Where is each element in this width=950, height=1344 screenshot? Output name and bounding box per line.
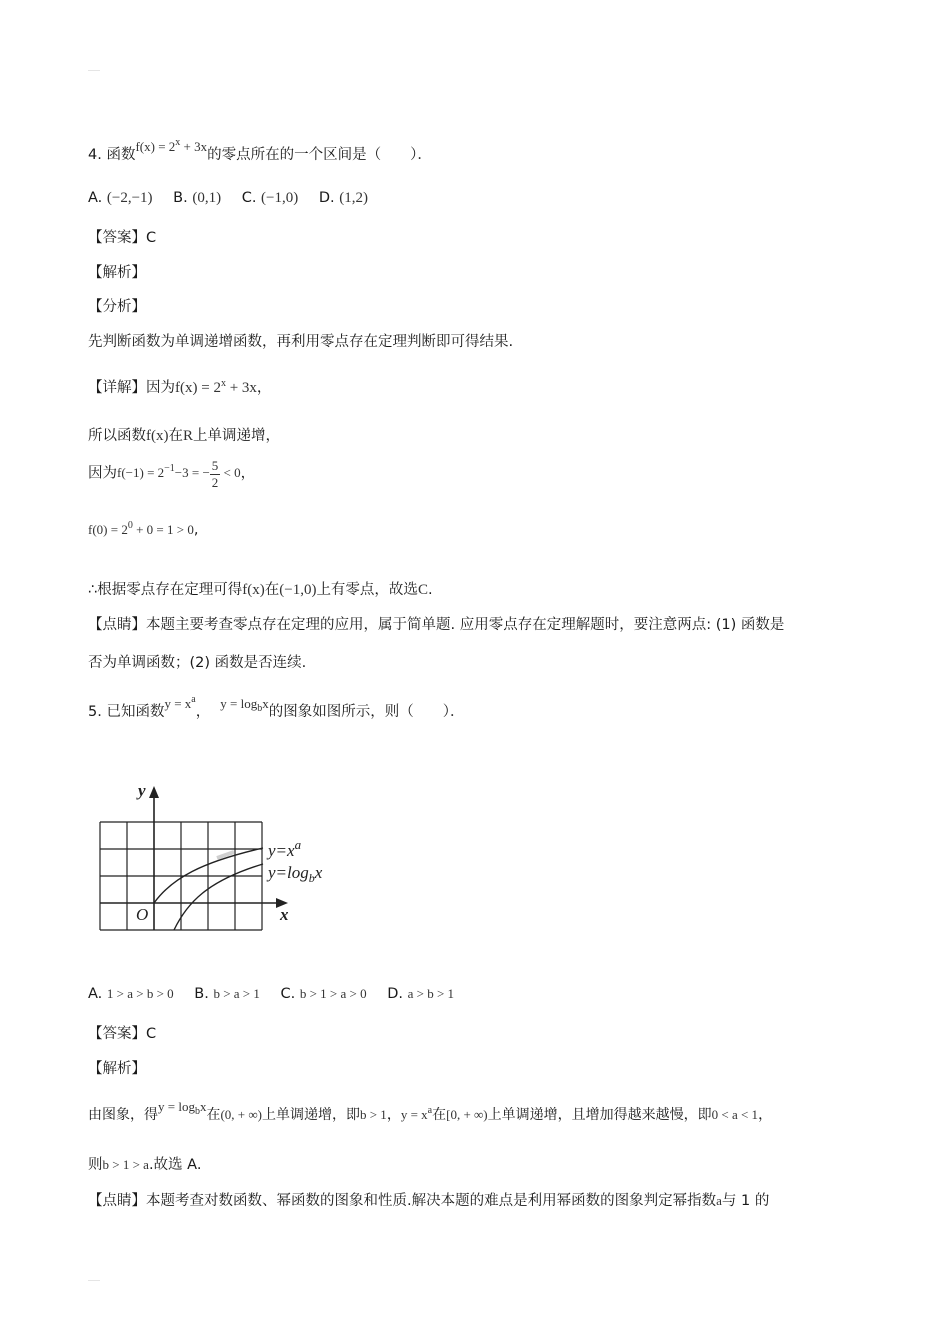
bottom-mark bbox=[88, 1280, 100, 1281]
graph-grid bbox=[100, 822, 262, 930]
q5-text-1: 已知函数 bbox=[106, 704, 165, 720]
q4-detail-formula: $f(x) = 2^x + 3x$ bbox=[175, 378, 257, 396]
q5-solution-log: $y = \log_bx$ bbox=[158, 1099, 207, 1117]
q4-text-2: 的零点所在的一个区间是（ ）． bbox=[207, 147, 432, 163]
q4-reasoning-text: 先判断函数为单调递增函数，再利用零点存在定理判断即可得结果. bbox=[88, 334, 514, 350]
y-axis-label: y bbox=[138, 781, 146, 800]
q5-option-c: C. b > 1 > a > 0 bbox=[280, 986, 367, 1002]
q4-eval-neg1-line: 因为$f(-1) = 2^{-1}-3$ = − $\frac{5}{2}$ < 0， bbox=[88, 458, 256, 490]
q4-option-d: D. (1,2) bbox=[318, 190, 368, 206]
label-highlight bbox=[217, 852, 234, 858]
q5-comment-line: 【点睛】本题考查对数函数、幂函数的图象和性质.解决本题的难点是利用幂函数的图象判定幂指数a与 1 的 bbox=[88, 1193, 770, 1209]
q4-monotone-line: 所以函数f(x)在R上单调递增， bbox=[88, 428, 281, 444]
q4-answer: 【答案】C bbox=[88, 230, 157, 246]
q4-options bbox=[88, 190, 384, 207]
graph-axes bbox=[100, 786, 288, 930]
q5-analysis-heading: 【解析】 bbox=[88, 1061, 146, 1077]
q4-eval-zero-formula: $f(0) = 2^0 + 0 = 1 > 0$ bbox=[88, 520, 194, 537]
q5-power-formula: $y = x^a$ bbox=[164, 694, 196, 711]
x-axis-label: x bbox=[280, 905, 289, 924]
origin-label: O bbox=[136, 905, 149, 924]
q4-comment-line-1: 【点睛】本题主要考查零点存在定理的应用，属于简单题. 应用零点存在定理解题时，要注意两点: (1) 函数是 bbox=[88, 617, 785, 633]
q4-eval-neg1-formula: $f(-1) = 2^{-1}-3$ = − $\frac{5}{2}$ < 0 bbox=[117, 458, 241, 490]
q5-log-formula: $y = \log_bx$ bbox=[220, 696, 269, 714]
q5-options bbox=[88, 986, 470, 1002]
q4-number: 4. bbox=[88, 147, 102, 163]
fraction-five-halves: $\frac{5}{2}$ bbox=[211, 458, 219, 490]
q4-conclusion-line: ∴根据零点存在定理可得f(x)在(−1,0)上有零点，故选C. bbox=[88, 582, 433, 598]
q5-stem: 5. 已知函数$y = x^a$，$y = \log_bx$的图象如图所示，则（ ）． bbox=[88, 694, 465, 720]
q5-text-2: 的图象如图所示，则（ ）． bbox=[268, 704, 465, 720]
q4-option-a: A. (−2,−1) bbox=[88, 190, 153, 206]
q4-text-1: 函数 bbox=[106, 147, 136, 163]
q4-option-b: B. (0,1) bbox=[173, 190, 222, 206]
q4-detail-line: 【详解】因为$f(x) = 2^x + 3x$， bbox=[88, 378, 272, 396]
q5-solution-line: 由图象，得$y = \log_bx$在(0, + ∞)上单调递增，即b > 1，$y = x^a$在[0, + ∞)上单调递增，且增加得越来越慢，即0 < a < 1， bbox=[88, 1099, 773, 1123]
q4-analysis-heading: 【解析】 bbox=[88, 265, 146, 281]
q5-answer: 【答案】C bbox=[88, 1026, 157, 1042]
power-curve-label: $y=x^a$ bbox=[268, 837, 302, 860]
q5-solution-power: $y = x^a$ bbox=[400, 1105, 433, 1122]
q5-number: 5. bbox=[88, 704, 102, 720]
q5-then-line: 则b > 1 > a.故选 A. bbox=[88, 1157, 202, 1173]
q4-function-formula: $f(x) = 2^x + 3x$ bbox=[135, 137, 208, 154]
q4-stem bbox=[88, 137, 432, 164]
q4-comment-line-2: 否为单调函数；(2) 函数是否连续. bbox=[88, 655, 307, 671]
top-mark bbox=[88, 70, 100, 71]
q5-option-a: A. 1 > a > b > 0 bbox=[88, 986, 174, 1002]
log-curve-label: $y=\log_bx$ bbox=[268, 863, 323, 885]
q4-option-c: C. (−1,0) bbox=[241, 190, 299, 206]
q4-eval-zero-line: $f(0) = 2^0 + 0 = 1 > 0$, bbox=[88, 520, 199, 538]
q5-option-d: D. a > b > 1 bbox=[387, 986, 455, 1002]
q5-option-b: B. b > a > 1 bbox=[194, 986, 260, 1002]
function-graph bbox=[92, 778, 362, 938]
q4-reasoning-heading: 【分析】 bbox=[88, 299, 146, 315]
